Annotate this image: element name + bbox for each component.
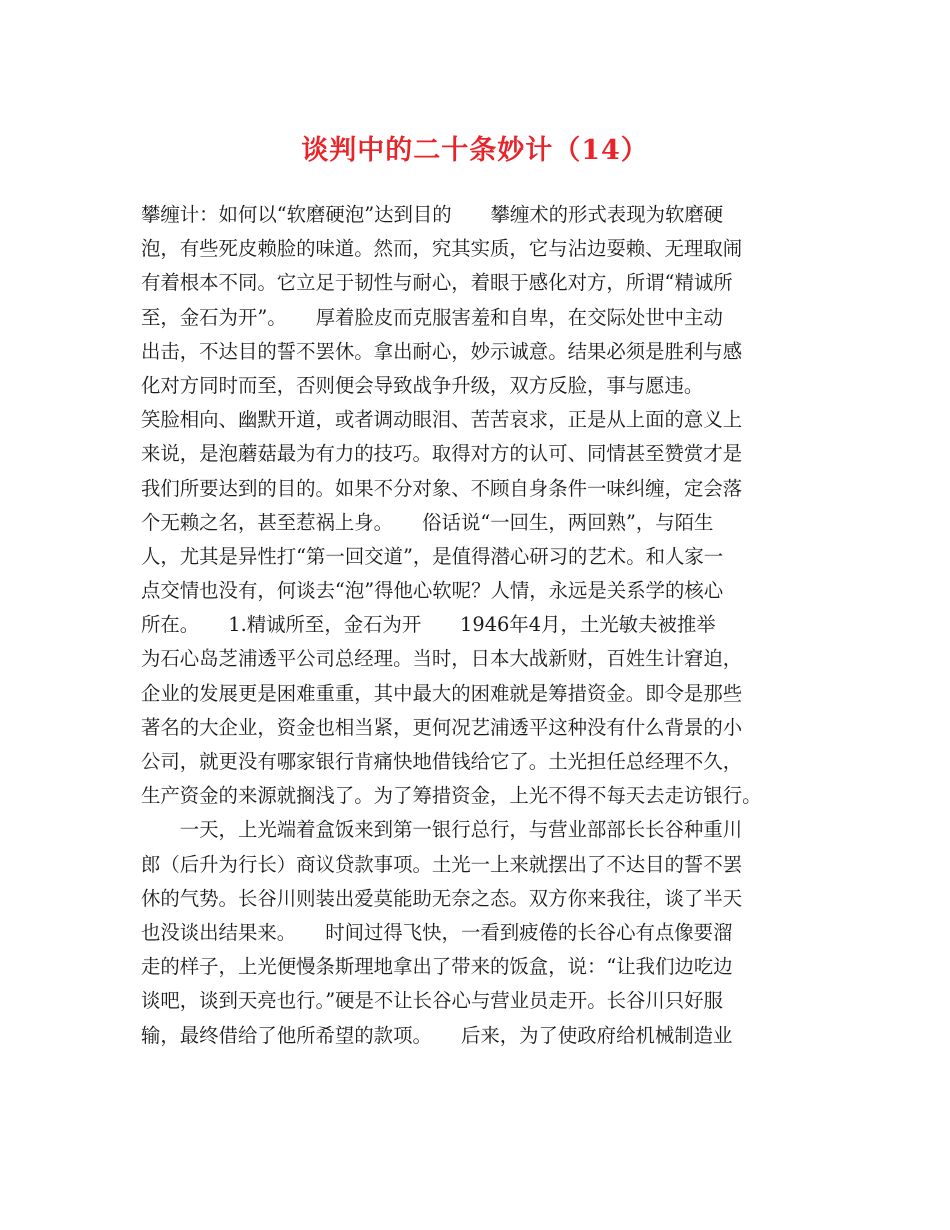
body-line: 一天，上光端着盒饭来到第一银行总行，与营业部部长长谷种重川 [141, 818, 743, 842]
body-line: 攀缠计：如何以“软磨硬泡”达到目的 攀缠术的形式表现为软磨硬 [141, 203, 724, 226]
body-line: 出击，不达目的誓不罢休。拿出耐心，妙示诚意。结果必须是胜利与感 [141, 339, 743, 363]
body-line: 企业的发展更是困难重重，其中最大的困难就是筹措资金。即令是那些 [141, 681, 743, 705]
body-line: 走的样子，上光便慢条斯理地拿出了带来的饭盒，说：“让我们边吃边 [141, 955, 733, 979]
body-line: 著名的大企业，资金也相当紧，更何况艺浦透平这种没有什么背景的小 [141, 715, 743, 739]
body-line: 来说，是泡蘑菇最为有力的技巧。取得对方的认可、同情甚至赞赏才是 [141, 442, 743, 466]
document-title: 谈判中的二十条妙计（14） [301, 135, 649, 166]
body-line: 公司，就更没有哪家银行肯痛快地借钱给它了。土光担任总经理不久， [141, 750, 743, 773]
body-line: 输，最终借给了他所希望的款项。 后来，为了使政府给机械制造业 [141, 1023, 733, 1047]
body-line: 郎（后升为行长）商议贷款事项。土光一上来就摆出了不达目的誓不罢 [141, 852, 743, 876]
body-line: 至，金石为开”。 厚着脸皮而克服害羞和自卑，在交际处世中主动 [141, 305, 723, 329]
body-line: 也没谈出结果来。 时间过得飞快，一看到疲倦的长谷心有点像要溜 [141, 920, 733, 944]
body-line: 人，尤其是异性打“第一回交道”，是值得潜心研习的艺术。和人家一 [141, 544, 724, 568]
body-line: 休的气势。长谷川则装出爱莫能助无奈之态。双方你来我往，谈了半天 [141, 886, 743, 910]
body-line: 化对方同时而至，否则便会导致战争升级，双方反脸，事与愿违。 [141, 373, 704, 397]
body-line: 笑脸相向、幽默开道，或者调动眼泪、苦苦哀求，正是从上面的意义上 [141, 408, 743, 432]
body-line: 点交情也没有，何谈去“泡”得他心软呢？人情，永远是关系学的核心 [141, 579, 724, 603]
body-line: 我们所要达到的目的。如果不分对象、不顾自身条件一味纠缠，定会落 [141, 476, 743, 500]
body-line: 生产资金的来源就搁浅了。为了筹措资金，上光不得不每天去走访银行。 [141, 784, 762, 808]
body-line: 谈吧，谈到天亮也行。”硬是不让长谷心与营业员走开。长谷川只好服 [141, 989, 723, 1013]
body-line: 个无赖之名，甚至惹祸上身。 俗话说“一回生，两回熟”，与陌生 [141, 510, 714, 534]
body-line: 有着根本不同。它立足于韧性与耐心，着眼于感化对方，所谓“精诚所 [141, 271, 733, 295]
body-line: 所在。 1.精诚所至，金石为开 1946年4月，土光敏夫被推举 [141, 613, 716, 637]
document-body [141, 198, 821, 1053]
body-line: 泡，有些死皮赖脸的味道。然而，究其实质，它与沾边耍赖、无理取闹 [141, 237, 743, 261]
body-line: 为石心岛芝浦透平公司总经理。当时，日本大战新财，百姓生计窘迫， [141, 647, 743, 671]
